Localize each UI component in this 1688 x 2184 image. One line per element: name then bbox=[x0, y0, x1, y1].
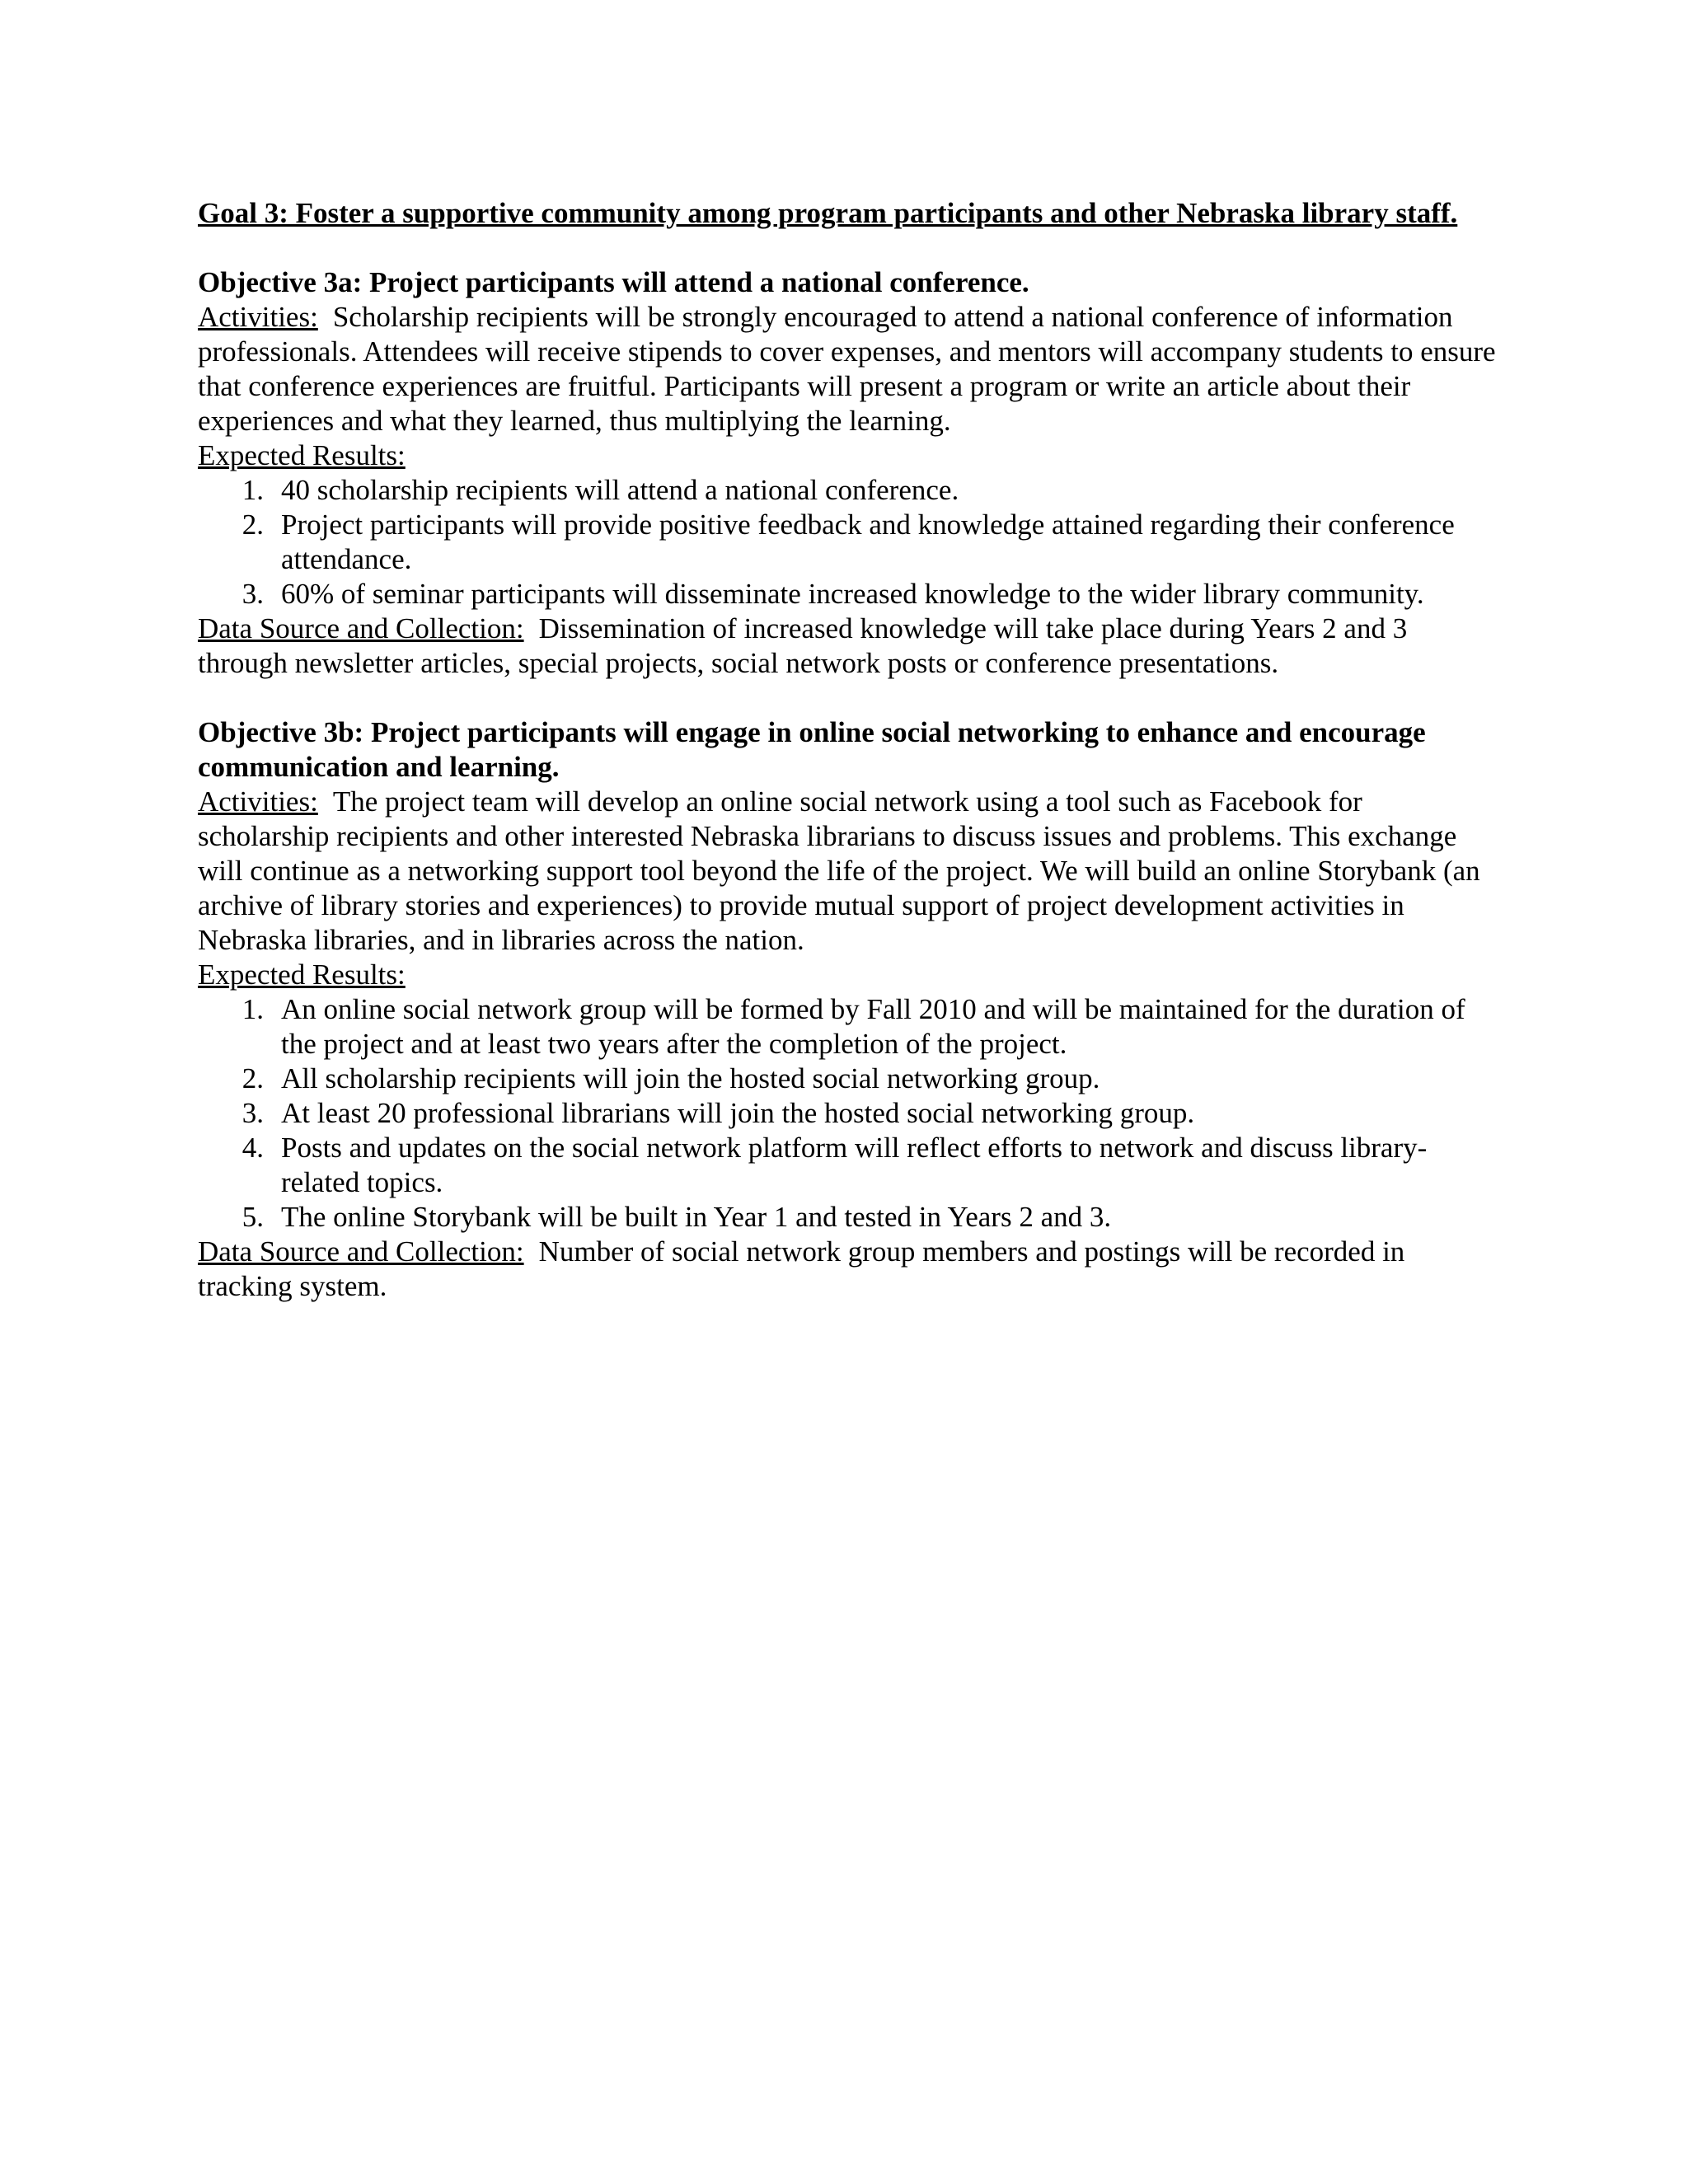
objective-title: Objective 3b: Project participants will engage in online social networking to enhance and encourage communication and learning. bbox=[198, 716, 1426, 783]
activities-paragraph bbox=[198, 300, 1500, 438]
list-text: The online Storybank will be built in Year 1 and tested in Years 2 and 3. bbox=[281, 1201, 1112, 1233]
list-number: 5. bbox=[241, 1201, 264, 1233]
expected-results-list bbox=[198, 473, 1500, 612]
list-number: 1. bbox=[241, 474, 264, 506]
expected-results-list bbox=[198, 992, 1500, 1235]
list-item bbox=[198, 473, 1500, 508]
activities-text: Scholarship recipients will be strongly encouraged to attend a national conference of information professionals. Attendees will receive stipends to cover expenses, and mentors will accompany students to ensure that conference experiences are fruitful. Participants will present a program or write an article about their experiences and what they learned, thus multiplying the learning. bbox=[198, 301, 1496, 437]
list-number: 2. bbox=[241, 509, 264, 541]
list-number: 2. bbox=[241, 1062, 264, 1094]
list-item bbox=[198, 1096, 1500, 1131]
list-item bbox=[198, 1062, 1500, 1096]
list-text: All scholarship recipients will join the hosted social networking group. bbox=[281, 1062, 1100, 1094]
data-source-label: Data Source and Collection: bbox=[198, 1235, 524, 1268]
list-number: 3. bbox=[241, 1097, 264, 1129]
data-source-paragraph bbox=[198, 1235, 1500, 1304]
data-source-text: Dissemination of increased knowledge will take place during Years 2 and 3 through newsletter articles, special projects, social network posts or conference presentations. bbox=[198, 612, 1408, 679]
list-item bbox=[198, 577, 1500, 612]
document-page bbox=[198, 196, 1500, 1338]
data-source-paragraph bbox=[198, 612, 1500, 681]
list-number: 4. bbox=[241, 1132, 264, 1164]
activities-paragraph bbox=[198, 785, 1500, 958]
expected-results-label: Expected Results: bbox=[198, 439, 406, 471]
goal-heading: Goal 3: Foster a supportive community among program participants and other Nebraska library staff. bbox=[198, 197, 1458, 229]
activities-label: Activities: bbox=[198, 785, 318, 818]
list-text: At least 20 professional librarians will join the hosted social networking group. bbox=[281, 1097, 1195, 1129]
list-text: An online social network group will be formed by Fall 2010 and will be maintained for the duration of the project and at least two years after the completion of the project. bbox=[281, 993, 1465, 1060]
objective-3b-section bbox=[198, 715, 1500, 1304]
list-item bbox=[198, 992, 1500, 1062]
list-text: Project participants will provide positive feedback and knowledge attained regarding their conference attendance. bbox=[281, 509, 1455, 575]
activities-label: Activities: bbox=[198, 301, 318, 333]
list-text: 40 scholarship recipients will attend a national conference. bbox=[281, 474, 959, 506]
list-number: 1. bbox=[241, 993, 264, 1025]
data-source-label: Data Source and Collection: bbox=[198, 612, 524, 644]
list-text: 60% of seminar participants will disseminate increased knowledge to the wider library community. bbox=[281, 578, 1424, 610]
list-item bbox=[198, 1131, 1500, 1200]
activities-text: The project team will develop an online social network using a tool such as Facebook for scholarship recipients and other interested Nebraska librarians to discuss issues and problems. This exchange will continue as a networking support tool beyond the life of the project. We will build an online Storybank (an archive of library stories and experiences) to provide mutual support of project development activities in Nebraska libraries, and in libraries across the nation. bbox=[198, 785, 1480, 956]
list-item bbox=[198, 508, 1500, 577]
expected-results-label: Expected Results: bbox=[198, 958, 406, 991]
objective-3a-section bbox=[198, 265, 1500, 681]
objective-title: Objective 3a: Project participants will attend a national conference. bbox=[198, 266, 1029, 298]
data-source-text: Number of social network group members and postings will be recorded in tracking system. bbox=[198, 1235, 1405, 1302]
list-text: Posts and updates on the social network platform will reflect efforts to network and discuss library-related topics. bbox=[281, 1132, 1428, 1198]
list-item bbox=[198, 1200, 1500, 1235]
list-number: 3. bbox=[241, 578, 264, 610]
